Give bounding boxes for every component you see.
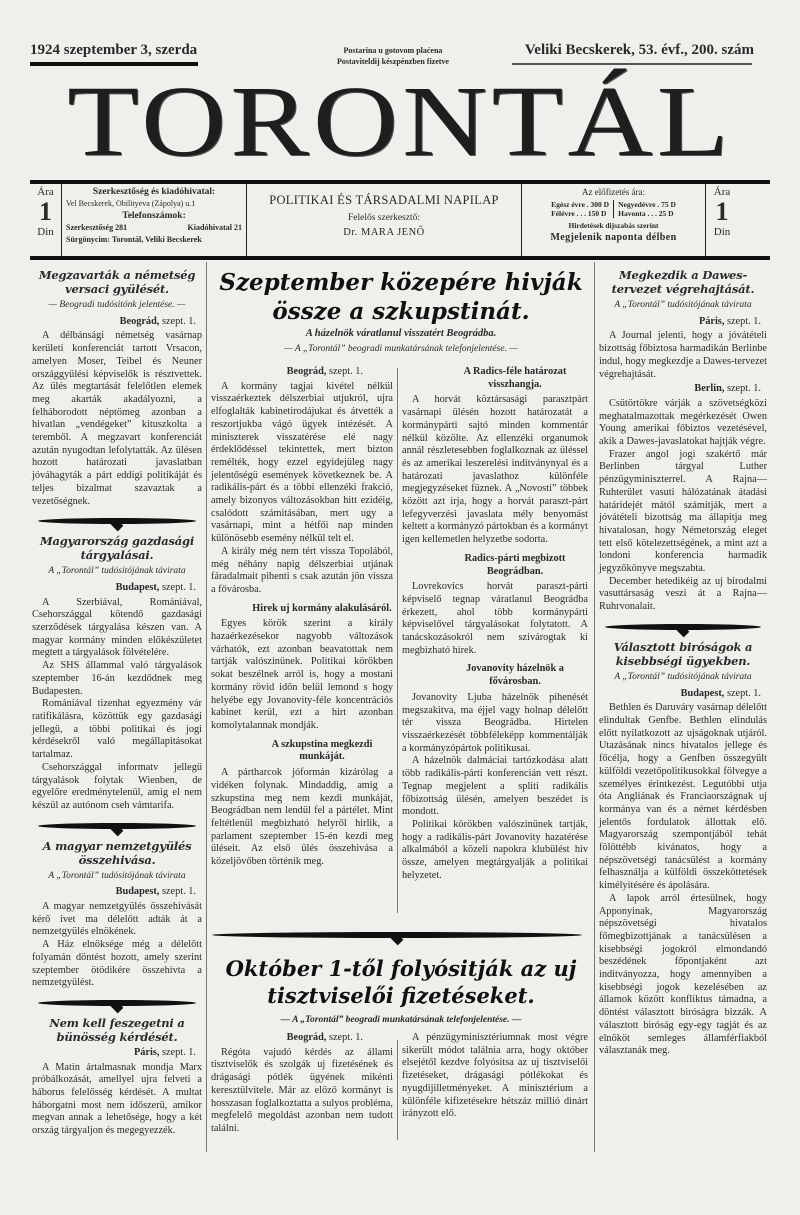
article-paragraph: A házelnök dalmáciai tartózkodása alatt több radikális-párti konferencián vett részt. Tegnap megjelent a spliti radikális főbizottság ülésén, amelyen beszédet is mondott. [402,755,588,818]
article-nemzetgyules [32,839,202,990]
article-paragraph: Romániával tizenhat egyezmény vár ratifikálásra, közöttük egy gazdasági jellegü, a többi politikai és jogi kérdésekről való megállapitásokat tartalmaz. [32,698,202,761]
lead-byline: — A „Torontál” beogradi munkatársának telefonjelentése. — [284,344,518,354]
article-paragraph: Politikai körökben valószinünek tartják, hogy a radikális-párt Jovanovity hazatérése alkalmából a közeli napokra klubülést hiv össze, amelyen megtárgyalják a politikai helyzetet. [402,818,588,881]
dateline: Beográd, szept. 1. [286,1032,363,1043]
ornament-divider [605,624,761,630]
article-paragraph: A király még nem tért vissza Topolából, még néhány napig délszerbiai utjának fáradalmait pihenti s csak azután jön vissza a fővárosba. [211,545,393,595]
article-paragraph: A pénzügyminisztériumnak most végre sikerült módot találnia arra, hogy október elsejétől kezdve folyósitsa az uj tisztviselői fizetéseket, drágasági pótlékokat és nyugdijilletményeket. A minisztérium a különféle kifizetésekre hétszáz millió dinárt irányzott elő. [402,1032,588,1120]
left-column [32,268,202,1138]
dateline: Berlin, szept. 1. [694,383,761,395]
subheading: Hirek uj kormány alakulásáról. [252,602,392,614]
ornament-divider [38,518,196,524]
article-paragraph: December hetedikéig az uj birodalmi vasuttársaság veszi át a Rajna—Ruhrvonalait. [599,575,767,613]
article-paragraph: A Szerbiával, Romániával, Csehországgal kötendő gazdasági szerződések tárgyalása készen van. A magyar kormány minden előkészületet megtett a tárgyalások fölvételére. [32,596,202,659]
article-bunosseg [32,1016,202,1138]
phones-title: Telefonszámok: [122,211,186,221]
paper-info-box [247,184,522,256]
article-paragraph: Jovanovity Ljuba házelnök pihenését megszakitva, ma éjjel vagy holnap délelőtt tér vissza Beográdba. Hirtelen visszaérkezését többféleképp kommentálják a kormányzópártok politikusai. [402,691,588,754]
price-value: 1 [715,197,729,226]
article-byline: A „Torontál” tudósitójának távirata [48,566,186,577]
article-paragraph: A kormány tagjai kivétel nélkül visszaérkeztek délszerbiai utjukról, ujra elfoglalták kabinetirodájukat és átvették a reszortjukba vágó ügyek intézését. A miniszterek visszatérése elé nagy érdeklődéssel tekintettek, mert bizton remélték, hogy ezzel egyidejüleg nagy jelentőségü események következnek be. A radikális-párt és a többi ellenzéki frakció, amely bizonyos változásokban hitt ezidéig, csalódott számitásában, mert ugy a vasárnapi, mint a hétfői nap minden különösebb esemény nélkül telt el. [211,380,393,545]
subheading: A szkupstina megkezdi munkáját. [271,738,373,763]
phone-editorial: Szerkesztőség 281 [66,223,128,232]
lead-subtitle: A házelnök váratlanul visszatért Beográdba. [305,328,497,339]
column-divider [397,368,398,913]
price-box-right [706,184,738,256]
article-byline: A „Torontál” tudósitójának távirata [48,870,186,881]
editor-label: Felelős szerkesztő: [347,213,421,223]
article-paragraph: A magyar nemzetgyülés összehivását kérő ivet ma délelőtt adták át a nemzetgyülés elnökének. [32,901,202,938]
dateline: Beográd, szept. 1. [286,366,363,377]
right-column [599,268,767,1058]
article-paragraph: Egyes körök szerint a király hazaérkezésekor nagyobb változások várhatók, ezt azonban beavatottak nem tartják valószinünek. Politikai körökben sokat beszélnek arról is, hogy a mostani kormány rövid időn belül lemond s hogy helyébe egy Jovanovity-féle koncentrációs kabinet kerül, ezt a hirt azonban komolytalannak mondják. [211,618,393,731]
masthead-info-band [30,180,770,260]
column-divider [206,262,207,1152]
article-title: Nem kell feszegetni a bünösség kérdését. [49,1015,185,1044]
postal-note-line-1: Postarina u gotovom plaćena [343,46,443,55]
dateline: Budapest, szept. 1. [115,886,196,898]
price-unit: Din [37,226,54,238]
price-value: 1 [39,197,52,226]
price-label: Ára [713,186,731,198]
masthead-title: TORONTÁL [67,65,733,178]
article-byline: A „Torontál” tudósitójának távirata [614,300,752,310]
lead-headline: Szeptember közepére hivják össze a szkupstinát. [219,269,583,325]
second-headline: Október 1-től folyósitják az uj tisztviselői fizetéseket. [225,956,577,1008]
article-valasztott-birosagok [599,640,767,1058]
rate-year: Egész évre . 300 D [551,200,610,209]
issue-date: 1924 szeptember 3, szerda [30,42,198,58]
article-paragraph: A pártharcok jóformán kizárólag a vidéken folynak. Mindaddig, amig a szkupstina meg nem kezdi munkáját, Beográdban nem lendül fel a pártélet. Mint feltétlenül megbizható helyről hirlik, a parlament szeptember 15-én kezdi meg üléseit. Az első ülés összehivása a közeljövőben történik meg. [211,767,393,868]
article-title: Megkezdik a Dawes-tervezet végrehajtását. [611,268,755,296]
price-unit: Din [713,226,731,238]
article-paragraph: A Ház elnöksége még a délelőtt folyamán döntést hozott, amely szerint szeptember ötödikére összehivta a nemzetgyülést. [32,939,202,989]
article-byline: — Beogradi tudósitónk jelentése. — [48,300,186,310]
subheading: A Radics-féle határozat visszhangja. [463,366,567,390]
article-paragraph: Bethlen és Daruváry vasárnap délelőtt elindultak Genfbe. Bethlen elindulás előtt nyilatkozott az ujságoknak utjáról. Utazásának nincs hivatalos jellege és főcélja, hogy a Genfben összegyült külföldi vezetőpolitikusokkal fölvegye a személyes érintkezést. Legutóbbi utja óta Angliának és Franciaországnak uj kormánya van és a német kérdésben jelentős fordulatok állottak elő. Magyarország szempontjából tehát fölöttébb kivánatos, hogy a népszövetségi tanácsülést a kormány felhasználja a külföldi összeköttetések kimélyitésére és ápolására. [599,702,767,892]
article-paragraph: A Matin ártalmasnak mondja Marx próbálkozását, amellyel ujra felveti a háborus felelősség kérdését. A multat háborgatni most nem időszerü, amikor megvan annak a lehetősége, hogy a két ország tárgyaljon és megegyezzék. [32,1061,202,1137]
second-column-a [211,1030,393,1136]
ornament-divider [38,1000,196,1006]
column-divider [397,1040,398,1140]
column-divider [594,262,595,1152]
rate-half: Félévre . . . 150 D [551,209,607,218]
dateline: Beográd, szept. 1. [119,315,196,327]
dateline: Budapest, szept. 1. [680,687,761,699]
article-paragraph: Csütörtökre várják a szövetségközi meghatalmazottak megérkezését Owen Young amerikai főbiztos vezetésével, akik a Dawes-javaslatokat hajtják végre. [599,397,767,448]
article-paragraph: A horvát köztársasági parasztpárt vasárnapi ülésén hozott határozatát a kormánypárti sajtó minden kommentár nélkül közölte. Az ellenzéki organumok annál részletesebben foglalkoznak az üléssel és az amerikai leszerelési inditványnyal és a határozati javaslathoz különféle megjegyzéseket füznek. A „Novosti” többek között azt irja, hogy a horvát paraszt-párt lefegyverzési javaslata mély benyomást keltett a kormányzó pártokban és a kormányt igen kellemetlen helyzetbe sodorta. [402,394,588,546]
office-box [62,184,247,256]
article-title: Megzavarták a németség versaci gyülését. [38,268,196,296]
divider [512,63,752,65]
lead-column-a [211,364,393,869]
telegram-address: Sürgönycim: Torontál, Veliki Becskerek [66,235,202,244]
rate-month: Havonta . . . 25 D [618,209,674,218]
article-paragraph: Csehországgal informatv jellegü tárgyalások folytak Wienben, de egyelőre eredménytelenül, amig el nem készül az autónom cseh vámtarifa. [32,761,202,811]
editor-name: Dr. MARA JENŐ [343,227,425,238]
dateline: Páris, szept. 1. [133,1046,196,1058]
article-title: Választott biróságok a kisebbségi ügyekben. [613,639,753,668]
dateline: Páris, szept. 1. [698,315,761,327]
rate-quarter: Negyedévre . 75 D [618,200,676,209]
subscription-title: Az előfizetés ára: [582,187,645,197]
subscription-box [522,184,706,256]
article-magyarorszag-gazdasagi [32,534,202,812]
article-paragraph: A délbánsági németség vasárnap kerületi konferenciát tartott Vrsacon, amelyen Moser, Teibel és Neuner országgyülési képviselők is résztvettek. Az ülés megtartását felelőtlen elemek meg akarták akadályozni, a felháborodott néptömeg azonban a hivatlan „vendégeket” kituszkolta a teremből. A megzavart konferenciát azután nyugodtan lefolytatták. Az ülésen hozott határozati javaslatban jóváhagyták a párt eddigi politikáját és teljes bizalmat szavaztak a vezetőségnek. [32,330,202,507]
price-box-left [30,184,62,256]
dateline: Budapest, szept. 1. [115,581,196,593]
phone-publisher: Kiadóhivatal 21 [187,223,242,232]
article-title: A magyar nemzetgyülés összehivása. [42,838,192,867]
article-paragraph: Az SHS állammal való tárgyalások szeptember 16-án kezdődnek meg Budapesten. [32,660,202,697]
second-byline: — A „Torontál” beogradi munkatársának telefonjelentése. — [280,1015,522,1025]
article-paragraph: Frazer angol jogi szakértő már Berlinben tárgyal Luther pénzügyminiszterrel. A Rajna—Ruhterület vasuti hálózatának átadási határidejét mától számitják, mert a jóvátételi bizottság ma állapitja meg hivatalosan, hogy Németország eleget tett első kötelezettségének, a mint azt a londoni konferencia harmadik jegyzőkönyve megszabta. [599,448,767,575]
ornament-divider [212,932,582,938]
office-address: Vel Becskerek, Obilityeva (Zápolya) u.1 [66,199,196,208]
second-column-b [402,1032,588,1121]
postal-note [318,45,468,67]
article-paragraph: Lovrekovics horvát paraszt-párti képviselő tegnap váratlanul Beográdba érkezett, ahol több kormánypárti képviselővel tárgyalásokat folytatott. A tanácskozásokról nem szivárogtak ki megbizható hirek. [402,581,588,656]
ornament-divider [38,823,196,829]
subheading: Radics-párti megbizott Beográdban. [464,552,566,577]
article-byline: A „Torontál” tudósitójának távirata [614,671,752,682]
issue-number: Veliki Becskerek, 53. évf., 200. szám [524,42,754,58]
lead-column-b [402,364,588,882]
article-paragraph: A Journal jelenti, hogy a jóvátételi bizottság főbiztosa harmadikán Berlinbe indul, hogy megkezdje a Dawes-tervezet végrehajtását. [599,330,767,380]
subheading: Jovanovity házelnök a fővárosban. [466,663,564,688]
price-label: Ára [37,186,54,198]
article-paragraph: Régóta vajudó kérdés az állami tisztviselők és szolgák uj fizetésének és drágasági pótlék ügyének mikénti keresztülvitele. Már az előző kormányt is hosszasan foglalkoztatta a sulyos probléma, megfelelő megoldást azonban nem tudott találni. [211,1046,393,1134]
article-paragraph: A lapok arról értesülnek, hogy Apponyinak, Magyarország népszövetségi hivatalos főmegbizottjának a tanácsülésen a kisebbségi jogokról elmondandó beszédének főpontjaként azt inditványozza, hogy amennyiben a kisebbségi jogok kezelésében az államok között konfliktus támadna, a döntést választott biróságra bizzák. A választott biróság egy-egy tagját és az elnököt semleges államférfiakból választanák meg. [599,892,767,1057]
article-title: Magyarország gazdasági tárgyalásai. [39,534,195,563]
article-dawes [599,268,767,614]
postal-note-line-2: Postaviteldij készpénzben fizetve [337,57,449,66]
office-title: Szerkesztőség és kiadóhivatal: [92,187,216,197]
appears-note: Megjelenik naponta délben [550,232,677,243]
paper-type: POLITIKAI ÉS TÁRSADALMI NAPILAP [269,193,499,207]
article-nemetseg [32,268,202,508]
ads-rate: Hirdetések dijszabás szerint [568,221,659,230]
